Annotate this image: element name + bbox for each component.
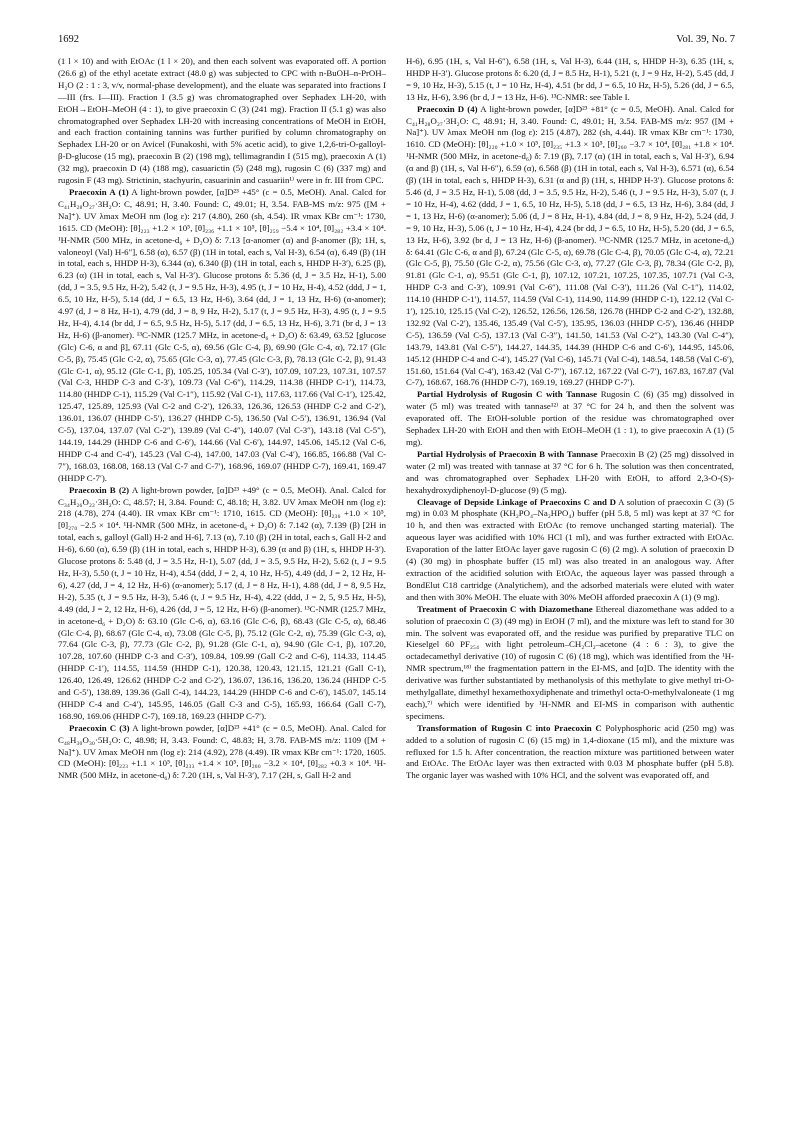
- paragraph-diazomethane: [406, 604, 734, 723]
- paragraph-body: A light-brown powder, [α]D²³ +45° (c = 0.5, MeOH). Anal. Calcd for C₄₁H₂₈O₂₇·3H₂O: C, 48.91; H, 3.40. Found: C, 49.01; H, 3.54. FAB-MS m/z: 975 ([M + Na]⁺). UV λmax MeOH nm (log ε): 217 (4.80), 260 (sh, 4.54). IR νmax KBr cm⁻¹: 1730, 1615. CD (MeOH): [θ]₂₂₃ +1.2 × 10⁵, [θ]₂₃₆ +1.1 × 10⁵, [θ]₂₅₉ −5.4 × 10⁴, [θ]₂₈₂ +3.4 × 10⁴. ¹H-NMR (500 MHz, in acetone-d₆ + D₂O) δ: 7.13 [α-anomer (α) and β-anomer (β); 1H, s, valoneoyl (Val) H-6″], 6.58 (α), 6.57 (β) (1H in total, each s, Val H-3), 6.54 (α), 6.49 (β) (1H in total, each s, HHDP H-3), 6.344 (α), 6.340 (β) (1H in total, each s, HHDP H-3′), 6.25 (β), 6.23 (α) (1H in total, each s, Val H-3′). Glucose protons δ: 5.36 (d, J = 3.5 Hz, H-1), 5.00 (dd, J = 3.5, 9.5 Hz, H-2), 5.42 (t, J = 9.5 Hz, H-3), 4.95 (t, J = 10 Hz, H-4), 4.52 (ddd, J = 1, 6.5, 10 Hz, H-5), 5.14 (dd, J = 6.5, 13 Hz, H-6), 3.64 (dd, J = 1, 13 Hz, H-6) (α-anomer); 4.97 (d, J = 8 Hz, H-1), 4.79 (dd, J = 8, 9 Hz, H-2), 5.17 (t, J = 9.5 Hz, H-3), 4.95 (t, J = 9.5 Hz, H-4), 4.14 (br dd, J = 6.5, 9.5 Hz, H-5), 5.17 (dd, J = 6.5, 13 Hz, H-6), 3.71 (br d, J = 13 Hz, H-6) (β-anomer). ¹³C-NMR (125.7 MHz, in acetone-d₆ + D₂O) δ: 63.49, 63.52 [glucose (Glc) C-6, α and β], 67.11 (Glc C-5, α), 69.56 (Glc C-4, β), 69.90 (Glc C-4, α), 72.17 (Glc C-5, β), 75.45 (Glc C-2, α), 75.65 (Glc C-3, α), 77.45 (Glc C-3, β), 78.13 (Glc C-2, β), 91.43 (Glc C-1, α), 95.12 (Glc C-1, β), 105.25, 105.34 (Val C-3′), 107.09, 107.23, 107.31, 107.57 (Val C-3, HHDP C-3 and C-3′), 109.73 (Val C-6″), 114.29, 114.38 (HHDP C-1′), 114.73, 114.80 (HHDP C-1), 115.29 (Val C-1″), 115.92 (Val C-1), 117.63, 117.66 (Val C-1′), 125.42, 125.47, 125.89, 125.93 (Val C-2 and C-2′), 126.33, 126.36, 126.53 (HHDP C-2 and C-2′), 136.01, 136.07 (HHDP C-5′), 136.27 (HHDP C-5), 136.50 (Val C-5′), 136.91, 136.94 (Val C-5), 137.04, 137.07 (Val C-2″), 139.89 (Val C-4″), 140.07 (Val C-3″), 143.18 (Val C-5″), 144.19, 144.29 (HHDP C-6 and C-6′), 144.66 (Val C-6′), 144.97, 145.06, 145.12 (Val C-6, HHDP C-4 and C-4′), 145.23 (Val C-4), 147.00, 147.03 (Val C-4′), 166.85, 166.88 (Val C-7″), 168.03, 168.08, 168.13 (Val C-7 and C-7′), 168.96, 169.07 (HHDP C-7), 169.41, 169.47 (HHDP C-7′).: [58, 186, 386, 483]
- paragraph-body: A light-brown powder, [α]D²³ +41° (c = 0.5, MeOH). Anal. Calcd for C₄₈H₃₀O₃₀·5H₂O: C, 48.98; H, 3.43. Found: C, 48.83; H, 3.78. FAB-MS m/z: 1109 ([M + Na]⁺). UV λmax MeOH nm (log ε): 214 (4.92), 278 (4.49). IR νmax KBr cm⁻¹: 1720, 1605. CD (MeOH): [θ]₂₂₃ +1.1 × 10⁵, [θ]₂₃₃ +1.4 × 10⁵, [θ]₂₆₀ −3.2 × 10⁴, [θ]₂₈₂ +0.3 × 10⁴. ¹H-NMR (500 MHz, in acetone-d₆) δ: 7.20 (1H, s, Val H-3′), 7.17 (2H, s, Gall H-2 and: [58, 722, 386, 781]
- running-header: [58, 33, 735, 47]
- paragraph-body: A light-brown powder, [α]D²³ +81° (c = 0.5, MeOH). Anal. Calcd for C₄₁H₂₈O₂₇·3H₂O: C, 48.91; H, 3.40. Found: C, 49.01; H, 3.54. FAB-MS m/z: 957 ([M + Na]⁺). UV λmax MeOH nm (log ε): 215 (4.87), 282 (sh, 4.44). IR νmax KBr cm⁻¹: 1730, 1610. CD (MeOH): [θ]₂₂₀ +1.0 × 10⁵, [θ]₂₃₅ +1.3 × 10⁵, [θ]₂₆₀ −3.7 × 10⁴, [θ]₂₈₁ +1.8 × 10⁴. ¹H-NMR (500 MHz, in acetone-d₆) δ: 7.19 (β), 7.17 (α) (1H in total, each s, Val H-3′), 6.94 (α and β) (1H, s, Val H-6″), 6.59 (α), 6.568 (β) (1H in total, each s, Val H-3), 6.571 (α), 6.54 (β) (1H in total, each s, HHDP H-3), 6.31 (α and β) (1H, s, HHDP H-3′). Glucose protons δ: 5.46 (d, J = 3.5 Hz, H-1), 5.08 (dd, J = 3.5, 9.5 Hz, H-2), 5.46 (t, J = 9.5 Hz, H-3), 5.07 (t, J = 10 Hz, H-4), 4.62 (ddd, J = 1, 6.5, 10 Hz, H-5), 5.18 (dd, J = 6.5, 13 Hz, H-6), 3.84 (dd, J = 1, 13 Hz, H-6) (α-anomer); 5.06 (d, J = 8 Hz, H-1), 4.84 (dd, J = 8, 9 Hz, H-2), 5.24 (dd, J = 9, 10 Hz, H-3), 5.06 (t, J = 10 Hz, H-4), 4.24 (br dd, J = 6.5, 10 Hz, H-5), 5.20 (dd, J = 6.5, 13 Hz, H-6), 3.92 (br d, J = 13 Hz, H-6) (β-anomer). ¹³C-NMR (125.7 MHz, in acetone-d₆) δ: 64.41 (Glc C-6, α and β), 67.24 (Glc C-5, α), 69.78 (Glc C-4, β), 70.05 (Glc C-4, α), 72.21 (Glc C-5, β), 75.50 (Glc C-2, α), 75.56 (Glc C-3, α), 77.27 (Glc C-3, β), 78.34 (Glc C-2, β), 91.81 (Glc C-1, α), 95.51 (Glc C-1, β), 107.12, 107.21, 107.25, 107.35, 107.71 (Val C-3, HHDP C-3 and C-3′), 109.91 (Val C-6″), 111.08 (Val C-3′), 111.26 (Val C-1″), 114.02, 114.10 (HHDP C-1′), 114.57, 114.59 (Val C-1), 114.90, 114.99 (HHDP C-1), 122.12 (Val C-1′), 125.10, 125.15 (Val C-2), 126.52, 126.56, 126.58, 126.78 (HHDP C-2 and C-2′), 132.88, 132.92 (Val C-2′), 135.46, 135.49 (Val C-5′), 135.95, 136.03 (HHDP C-5′), 136.46 (HHDP C-5), 136.59 (Val C-5), 137.13 (Val C-3″), 141.50, 141.53 (Val C-2″), 143.30 (Val C-4″), 143.79, 143.81 (Val C-5″), 144.27, 144.35, 144.39 (HHDP C-6 and C-6′), 144.95, 145.06, 145.12 (HHDP C-4 and C-4′), 145.27 (Val C-6), 145.71 (Val C-4), 148.54, 148.58 (Val C-6′), 151.60, 151.64 (Val C-4′), 163.42 (Val C-7″), 167.12, 167.22 (Val C-7′), 167.83, 167.87 (Val C-7), 168.67, 168.76 (HHDP C-7), 169.19, 169.27 (HHDP C-7′).: [406, 103, 734, 388]
- section-heading: Praecoxin B (2): [69, 484, 130, 495]
- section-heading: Treatment of Praecoxin C with Diazomethane: [417, 603, 593, 614]
- section-heading: Praecoxin D (4): [417, 103, 478, 114]
- paragraph-praecoxin-c: [58, 723, 386, 783]
- paragraph-body: A light-brown powder, [α]D²³ +49° (c = 0.5, MeOH). Anal. Calcd for C₃₄H₂₆O₂₂·3H₂O: C, 48.57; H, 3.84. Found: C, 48.18; H, 3.82. UV λmax MeOH nm (log ε): 218 (4.78), 274 (4.40). IR νmax KBr cm⁻¹: 1710, 1615. CD (MeOH): [θ]₂₃₆ +1.0 × 10⁵, [θ]₂₇₀ −2.5 × 10⁴. ¹H-NMR (500 MHz, in acetone-d₆ + D₂O) δ: 7.142 (α), 7.139 (β) [2H in total, each s, galloyl (Gall) H-2 and H-6], 7.13 (α), 7.10 (β) (2H in total, each s, Gall H-2 and H-6), 6.60 (α), 6.59 (β) (1H in total, each s, HHDP H-3), 6.39 (α and β) (1H, s, HHDP H-3′). Glucose protons δ: 5.48 (d, J = 3.5 Hz, H-1), 5.07 (dd, J = 3.5, 9.5 Hz, H-2), 5.62 (t, J = 9.5 Hz, H-3), 5.50 (t, J = 10 Hz, H-4), 4.54 (ddd, J = 2, 4, 10 Hz, H-5), 4.49 (dd, J = 2, 12 Hz, H-6), 4.27 (dd, J = 4, 12 Hz, H-6) (α-anomer); 5.17 (d, J = 8 Hz, H-1), 4.88 (dd, J = 8, 9.5 Hz, H-2), 5.35 (t, J = 9.5 Hz, H-3), 5.46 (t, J = 9.5 Hz, H-4), 4.22 (ddd, J = 2, 5, 9.5 Hz, H-5), 4.49 (dd, J = 2, 12 Hz, H-6), 4.26 (dd, J = 5, 12 Hz, H-6) (β-anomer). ¹³C-NMR (125.7 MHz, in acetone-d₆ + D₂O) δ: 63.10 (Glc C-6, α), 63.16 (Glc C-6, β), 68.43 (Glc C-5, α), 68.46 (Glc C-4, β), 68.67 (Glc C-4, α), 73.08 (Glc C-5, β), 75.12 (Glc C-2, α), 75.39 (Glc C-3, α), 77.64 (Glc C-3, β), 77.73 (Glc C-2, β), 91.28 (Glc C-1, α), 94.90 (Glc C-1, β), 107.20, 107.28, 107.60 (HHDP C-3 and C-3′), 109.84, 109.99 (Gall C-2 and C-6), 114.33, 114.45 (HHDP C-1′), 114.55, 114.59 (HHDP C-1), 120.38, 120.43, 121.15, 121.21 (Gall C-1), 126.40, 126.49, 126.62 (HHDP C-2 and C-2′), 136.07, 136.16, 136.20, 136.24 (HHDP C-5 and C-5′), 138.89, 139.36 (Gall C-4), 144.23, 144.29 (HHDP C-6 and C-6′), 145.07, 145.14 (HHDP C-4 and C-4′), 145.95, 146.05 (Gall C-3 and C-5), 165.93, 166.64 (Gall C-7), 168.90, 169.06 (HHDP C-7), 169.18, 169.23 (HHDP C-7′).: [58, 484, 386, 721]
- paragraph-body: (1 l × 10) and with EtOAc (1 l × 20), and then each solvent was evaporated off. A portion (26.6 g) of the ethyl acetate extract (48.0 g) was subjected to CPC with n-BuOH–n-PrOH–H₂O (2 : 1 : 3, v/v, normal-phase development), and the eluate was separated into fractions I—III (frs. I—III). Fraction I (3.5 g) was chromatographed over Sephadex LH-20, with EtOH→EtOH–MeOH (4 : 1), to give praecoxin C (3) (241 mg). Fraction II (5.1 g) was also chromatographed over Sephadex LH-20 with increasing concentrations of MeOH in EtOH, and each fraction containing tannins was further purified by column chromatography on Sephadex LH-20 or on Avicel (Funakoshi, with 5% acetic acid), to give 1,2,6-tri-O-galloyl-β-D-glucose (15 mg), praecoxin B (2) (198 mg), tellimagrandin I (515 mg), praecoxin A (1) (32 mg), praecoxin D (4) (188 mg), casuarictin (5) (248 mg), rugosin C (6) (337 mg) and rugosin F (43 mg). Strictinin, stachyurin, casuarinin and casuariin¹⁾ were in fr. III from CPC.: [58, 56, 386, 186]
- section-heading: Partial Hydrolysis of Praecoxin B with Tannase: [417, 448, 598, 459]
- volume-issue: Vol. 39, No. 7: [676, 34, 735, 45]
- paragraph-body: H-6), 6.95 (1H, s, Val H-6″), 6.58 (1H, s, Val H-3), 6.44 (1H, s, HHDP H-3), 6.35 (1H, s, HHDP H-3′). Glucose protons δ: 6.20 (d, J = 8.5 Hz, H-1), 5.21 (t, J = 9 Hz, H-2), 5.45 (dd, J = 9, 10 Hz, H-3), 5.15 (t, J = 10 Hz, H-4), 4.51 (br dd, J = 6.5, 10 Hz, H-5), 5.26 (dd, J = 6.5, 13 Hz, H-6), 3.96 (br d, J = 13 Hz, H-6). ¹³C-NMR: see Table I.: [406, 56, 734, 102]
- paragraph-body: Polyphosphoric acid (250 mg) was added to a solution of rugosin C (6) (15 mg) in 1,4-dioxane (15 ml), and the mixture was refluxed for 1.5 h. After concentration, the reaction mixture was partitioned between water and EtOAc. The EtOAc layer was then extracted with 0.03 M phosphate buffer (pH 5.8). The organic layer was washed with 10% HCl, and the solvent was evaporated off, and: [406, 722, 734, 781]
- left-column: [58, 56, 386, 1106]
- paragraph-praecoxin-a: [58, 187, 386, 485]
- section-heading: Transformation of Rugosin C into Praecoxin C: [417, 722, 602, 733]
- paragraph-praecoxin-c-continued: [406, 56, 734, 104]
- paragraph-fraction-separation: [58, 56, 386, 187]
- section-heading: Praecoxin A (1): [69, 186, 129, 197]
- paragraph-hydrolysis-praecoxin-b: [406, 449, 734, 497]
- paragraph-body: Praecoxin B (2) (25 mg) dissolved in water (2 ml) was treated with tannase at 37 °C for 6 h. The solution was then concentrated, and was chromatographed over Sephadex LH-20 with EtOH, to afford 2,3-O-(S)-hexahydroxydiphenoyl-D-glucose (9) (5 mg).: [406, 448, 734, 495]
- section-heading: Cleavage of Depside Linkage of Praecoxins C and D: [417, 496, 616, 507]
- paragraph-transformation: [406, 723, 734, 783]
- paragraph-depside-cleavage: [406, 497, 734, 604]
- paragraph-body: Rugosin C (6) (35 mg) dissolved in water (5 ml) was treated with tannase¹²⁾ at 37 °C for 24 h, and then the solvent was evaporated off. The EtOH-soluble portion of the residue was chromatographed over Sephadex LH-20 with EtOH and then with EtOH–MeOH (1 : 1), to give praecoxin A (1) (5 mg).: [406, 389, 734, 447]
- paragraph-praecoxin-b: [58, 485, 386, 723]
- section-heading: Praecoxin C (3): [69, 722, 130, 733]
- page-number: 1692: [58, 34, 79, 45]
- paragraph-body: Ethereal diazomethane was added to a solution of praecoxin C (3) (49 mg) in EtOH (7 ml), and the mixture was left to stand for 30 min. The solvent was evaporated off, and the residue was purified by preparative TLC on Kieselgel 60 PF₂₅₄ with light petroleum–CH₂Cl₂–acetone (4 : 6 : 3), to give the octadecamethyl derivative (10) of rugosin C (6) (18 mg), which was identified from the ¹H-NMR spectrum,¹⁸⁾ the fragmentation pattern in the EI-MS, and [α]D. The identity with the derivative was further substantiated by methanolysis of this methylate to give methyl tri-O-methylgallate, dimethyl hexamethoxydiphenate and trimethyl octa-O-methylvaloneate (1 mg each),⁷⁾ which were identified by ¹H-NMR and EI-MS in comparison with authentic specimens.: [406, 603, 734, 721]
- section-heading: Partial Hydrolysis of Rugosin C with Tannase: [417, 389, 598, 400]
- paragraph-hydrolysis-rugosin-c: [406, 389, 734, 449]
- paragraph-body: A solution of praecoxin C (3) (5 mg) in 0.03 M phosphate (KH₂PO₄–Na₂HPO₄) buffer (pH 5.8, 5 ml) was kept at 37 °C for 10 h, and then was extracted with EtOAc (to remove unchanged starting material). The aqueous layer was acidified with 10% HCl (1 ml), and was further extracted with EtOAc. Evaporation of the latter EtOAc layer gave rugosin C (6) (2 mg). A solution of praecoxin D (4) (30 mg) in phosphate buffer (15 ml) was also treated in an analogous way. After extraction of the acidified solution with EtOAc, the aqueous layer was passed through a BondElut C18 cartridge (Analytichem), and the adsorbed materials were eluted with water and then with 30% MeOH. The eluate with 30% MeOH afforded praecoxin A (1) (9 mg).: [406, 496, 734, 602]
- right-column: [406, 56, 734, 1106]
- paragraph-praecoxin-d: [406, 104, 734, 390]
